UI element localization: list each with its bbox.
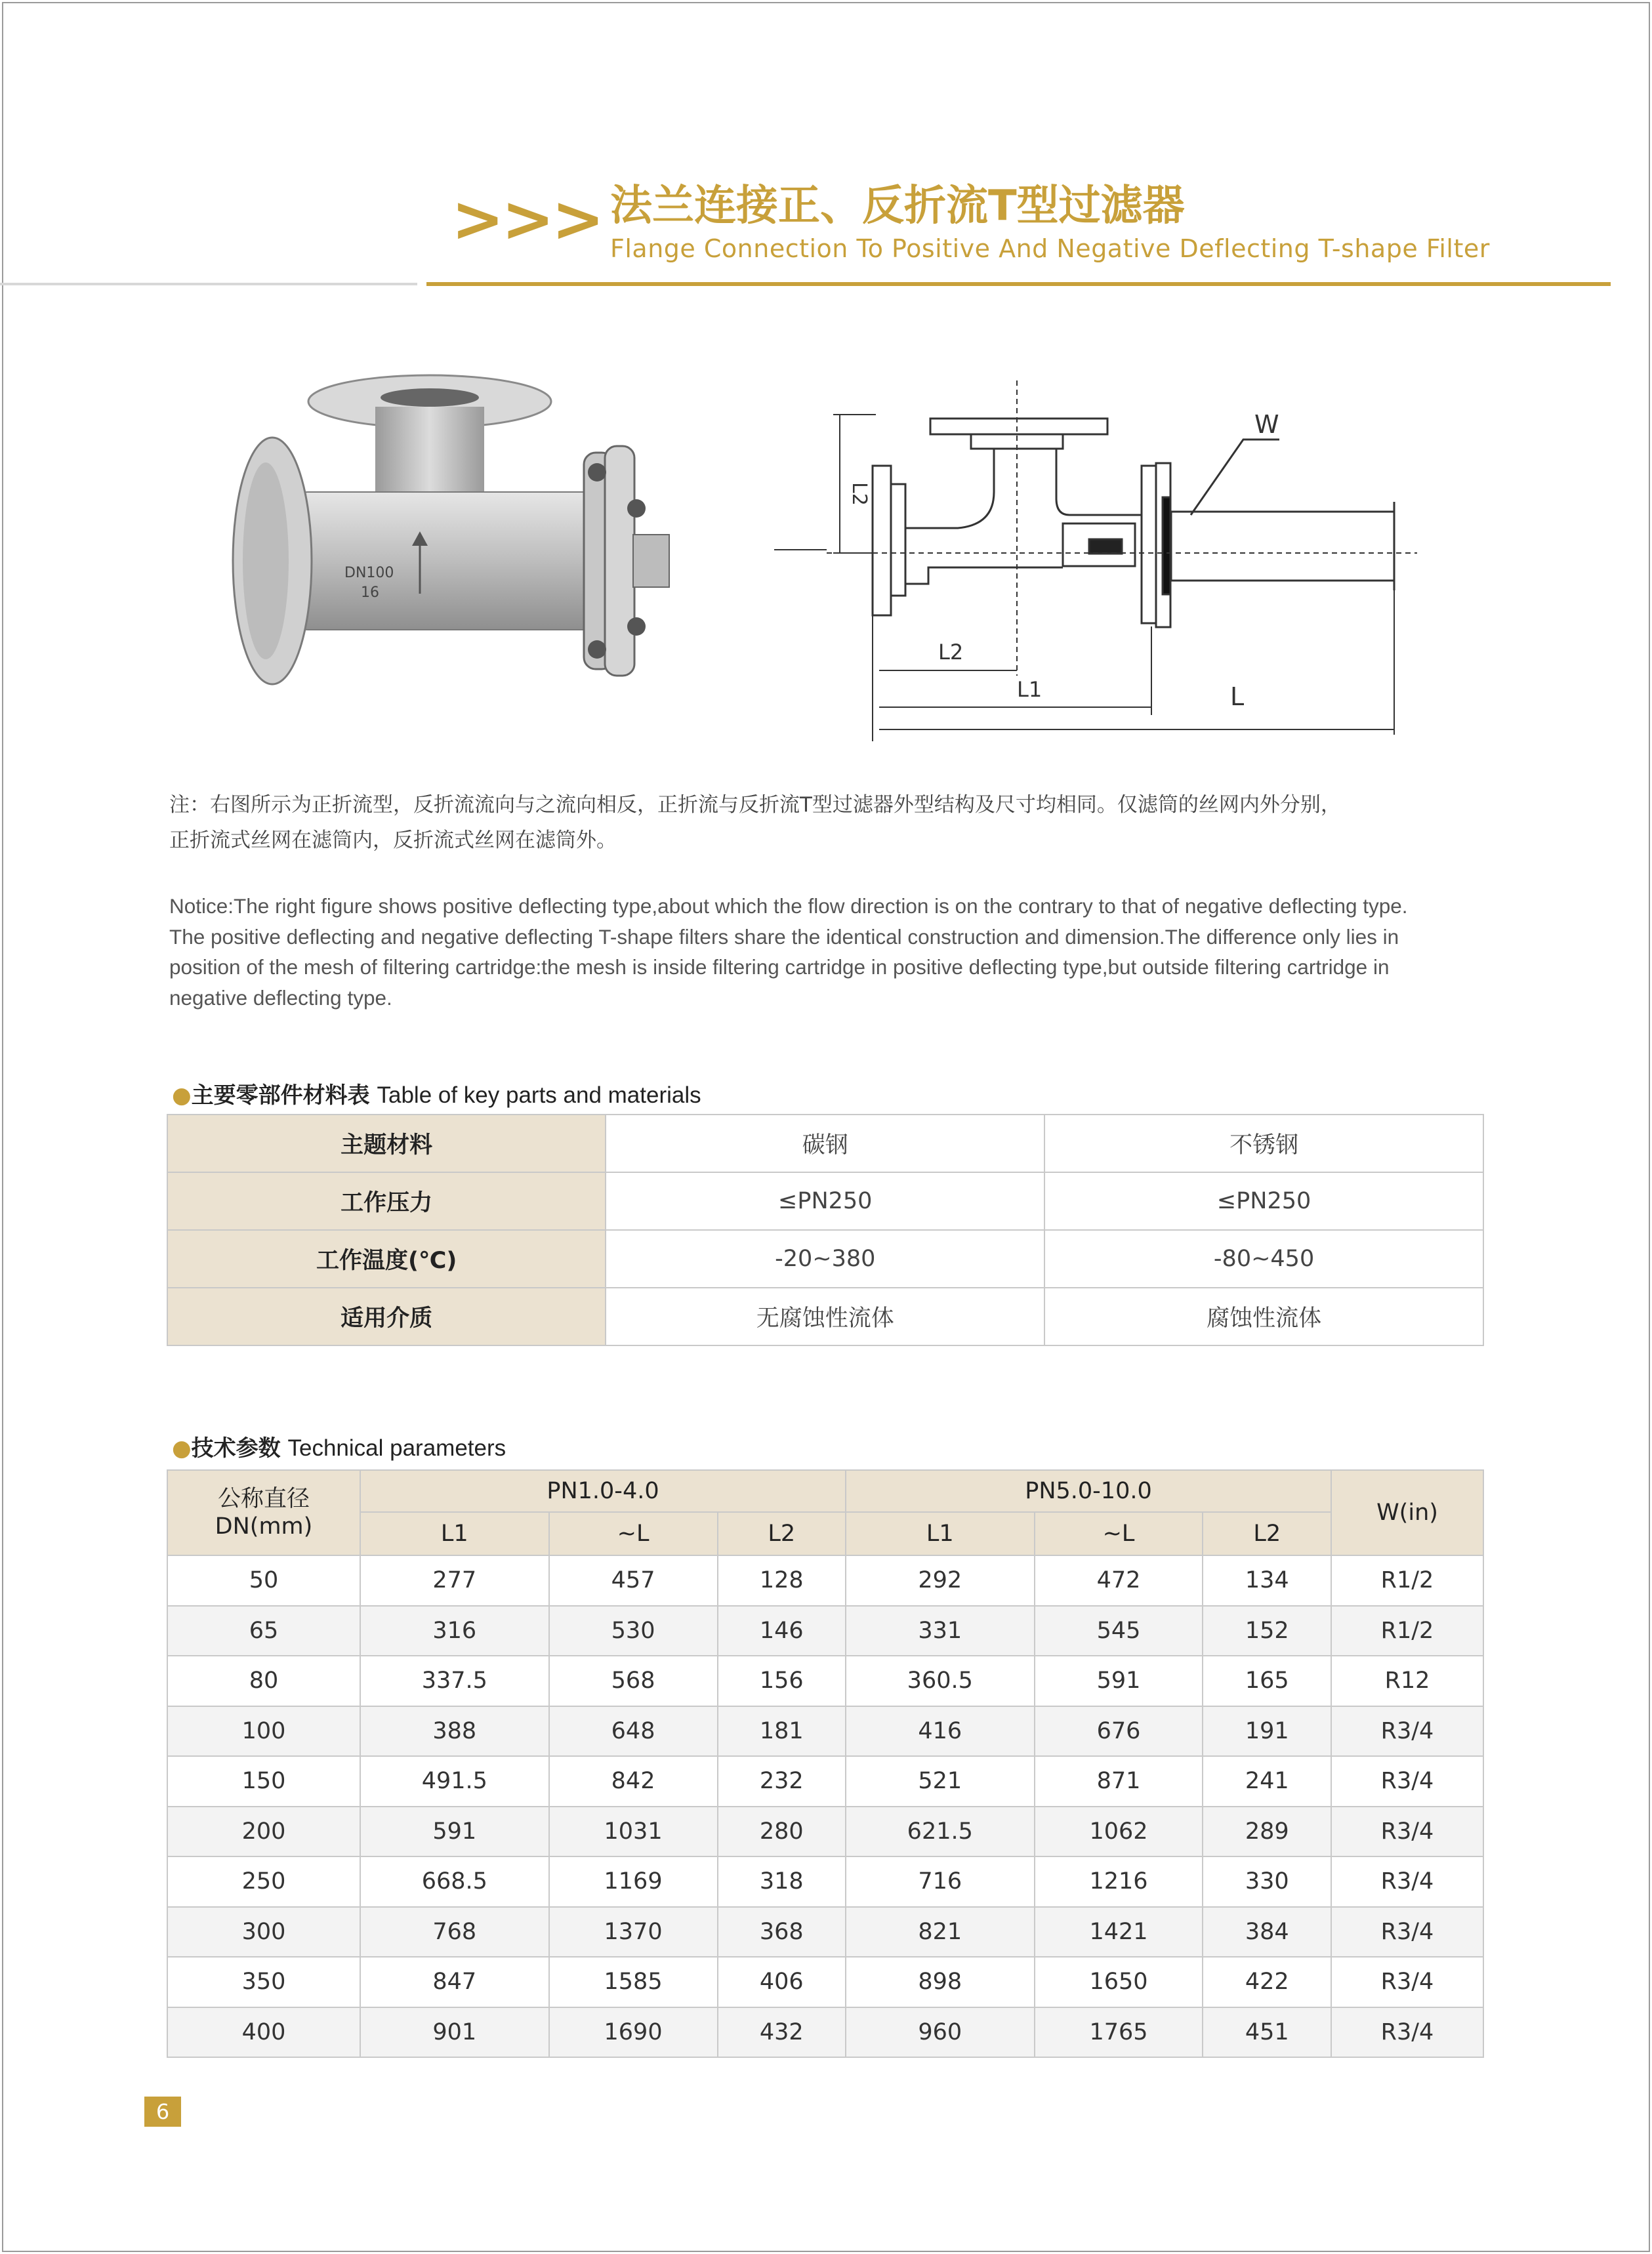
technical-title-en: Technical parameters [287, 1435, 506, 1461]
technical-table [167, 1469, 1484, 2058]
table-cell: 472 [1035, 1555, 1203, 1606]
table-cell: 181 [718, 1706, 846, 1757]
note-cn-line: 正折流式丝网在滤筒内，反折流式丝网在滤筒外。 [169, 829, 617, 852]
materials-row [167, 1172, 1483, 1230]
table-cell: 960 [846, 2007, 1035, 2058]
header-w: W(in) [1331, 1470, 1483, 1555]
materials-label-cell: 适用介质 [167, 1288, 606, 1345]
header-rule-gray [0, 283, 417, 285]
schematic-label-l: L [1230, 682, 1245, 711]
table-cell: 1650 [1035, 1957, 1203, 2007]
table-cell: 591 [1035, 1656, 1203, 1706]
header-dn [167, 1470, 360, 1555]
note-cn-line: 注：右图所示为正折流型，反折流流向与之流向相反，正折流与反折流T型过滤器外型结构及尺寸均相同。仅滤筒的丝网内外分别， [169, 793, 1341, 817]
table-row [167, 1555, 1483, 1606]
table-cell: 100 [167, 1706, 360, 1757]
materials-carbon-cell: -20~380 [606, 1230, 1044, 1288]
materials-row [167, 1288, 1483, 1345]
table-row [167, 1656, 1483, 1706]
table-cell: 648 [549, 1706, 718, 1757]
table-cell: 1031 [549, 1807, 718, 1857]
table-row [167, 1957, 1483, 2007]
header-l2: L2 [1203, 1512, 1331, 1555]
note-en-line: The positive deflecting and negative deflecting T-shape filters share the identical construction and dimension.The difference only lies in [169, 924, 1399, 949]
technical-title-cn: 技术参数 [191, 1435, 281, 1462]
table-cell: 277 [360, 1555, 549, 1606]
table-cell: 280 [718, 1807, 846, 1857]
table-row [167, 1856, 1483, 1907]
header-pn-group-1: PN1.0-4.0 [360, 1470, 846, 1512]
note-chinese [169, 787, 1514, 858]
header-dn-en: DN(mm) [215, 1513, 313, 1540]
table-cell: R12 [1331, 1656, 1483, 1706]
table-cell: R1/2 [1331, 1555, 1483, 1606]
note-en-line: Notice:The right figure shows positive deflecting type,about which the flow direction is on the contrary to that of negative deflecting type. [169, 894, 1408, 918]
table-cell: R3/4 [1331, 1756, 1483, 1807]
table-cell: 422 [1203, 1957, 1331, 2007]
materials-label-cell: 工作压力 [167, 1172, 606, 1230]
table-cell: R3/4 [1331, 1807, 1483, 1857]
materials-title-cn: 主要零部件材料表 [191, 1082, 370, 1109]
table-cell: 871 [1035, 1756, 1203, 1807]
table-row [167, 1706, 1483, 1757]
table-cell: 384 [1203, 1907, 1331, 1957]
page-title-en: Flange Connection To Positive And Negative Deflecting T-shape Filter [610, 234, 1490, 263]
table-cell: 65 [167, 1606, 360, 1656]
table-cell: R3/4 [1331, 2007, 1483, 2058]
header-l: ~L [549, 1512, 718, 1555]
schematic-label-l1: L1 [1017, 677, 1043, 702]
table-cell: R1/2 [1331, 1606, 1483, 1656]
header-l2: L2 [718, 1512, 846, 1555]
table-cell: 768 [360, 1907, 549, 1957]
photo-label-pn: 16 [361, 584, 379, 601]
materials-title-en: Table of key parts and materials [377, 1082, 701, 1108]
table-cell: 400 [167, 2007, 360, 2058]
note-en-line: position of the mesh of filtering cartridge:the mesh is inside filtering cartridge in positive deflecting type,but outside filtering cartridge in [169, 955, 1390, 979]
table-cell: 591 [360, 1807, 549, 1857]
table-cell: 668.5 [360, 1856, 549, 1907]
table-cell: 545 [1035, 1606, 1203, 1656]
table-cell: 232 [718, 1756, 846, 1807]
table-cell: 842 [549, 1756, 718, 1807]
table-cell: 1216 [1035, 1856, 1203, 1907]
table-cell: 80 [167, 1656, 360, 1706]
table-cell: 568 [549, 1656, 718, 1706]
materials-carbon-cell: ≤PN250 [606, 1172, 1044, 1230]
table-cell: 331 [846, 1606, 1035, 1656]
table-row [167, 1807, 1483, 1857]
header-dn-cn: 公称直径 [217, 1486, 310, 1512]
materials-carbon-cell: 无腐蚀性流体 [606, 1288, 1044, 1345]
table-cell: 716 [846, 1856, 1035, 1907]
table-cell: 847 [360, 1957, 549, 2007]
table-cell: R3/4 [1331, 1907, 1483, 1957]
table-cell: 1690 [549, 2007, 718, 2058]
table-cell: 350 [167, 1957, 360, 2007]
table-row [167, 2007, 1483, 2058]
table-cell: 432 [718, 2007, 846, 2058]
header-pn-group-2: PN5.0-10.0 [846, 1470, 1331, 1512]
materials-label-cell: 工作温度(℃) [167, 1230, 606, 1288]
schematic-label-l2: L2 [938, 640, 964, 665]
table-cell: 388 [360, 1706, 549, 1757]
filter-photo [203, 367, 728, 722]
table-cell: 50 [167, 1555, 360, 1606]
table-cell: 621.5 [846, 1807, 1035, 1857]
technical-section-title [172, 1437, 506, 1460]
table-cell: 134 [1203, 1555, 1331, 1606]
page-title-cn: 法兰连接正、反折流T型过滤器 [610, 182, 1185, 230]
materials-row [167, 1115, 1483, 1172]
table-cell: 1370 [549, 1907, 718, 1957]
table-row [167, 1756, 1483, 1807]
table-cell: 676 [1035, 1706, 1203, 1757]
page-number: 6 [144, 2097, 181, 2127]
table-cell: 1421 [1035, 1907, 1203, 1957]
table-cell: 898 [846, 1957, 1035, 2007]
table-cell: 1585 [549, 1957, 718, 2007]
header-arrows: >>> [451, 182, 602, 256]
table-cell: 821 [846, 1907, 1035, 1957]
table-cell: R3/4 [1331, 1856, 1483, 1907]
table-cell: 901 [360, 2007, 549, 2058]
photo-label-dn: DN100 [344, 565, 394, 581]
header-rule-gold [426, 282, 1611, 286]
table-cell: R3/4 [1331, 1957, 1483, 2007]
filter-schematic [761, 367, 1417, 748]
note-en-line: negative deflecting type. [169, 985, 392, 1010]
table-cell: 292 [846, 1555, 1035, 1606]
table-cell: 457 [549, 1555, 718, 1606]
table-cell: 406 [718, 1957, 846, 2007]
header-l1: L1 [360, 1512, 549, 1555]
table-cell: 316 [360, 1606, 549, 1656]
bullet-icon: ● [172, 1082, 192, 1109]
table-cell: 491.5 [360, 1756, 549, 1807]
table-cell: 241 [1203, 1756, 1331, 1807]
table-cell: 1169 [549, 1856, 718, 1907]
table-cell: 530 [549, 1606, 718, 1656]
table-cell: 191 [1203, 1706, 1331, 1757]
table-cell: 289 [1203, 1807, 1331, 1857]
table-cell: R3/4 [1331, 1706, 1483, 1757]
table-cell: 300 [167, 1907, 360, 1957]
header-l1: L1 [846, 1512, 1035, 1555]
table-cell: 337.5 [360, 1656, 549, 1706]
note-english [169, 891, 1514, 1013]
table-row [167, 1606, 1483, 1656]
table-cell: 200 [167, 1807, 360, 1857]
table-cell: 330 [1203, 1856, 1331, 1907]
table-cell: 250 [167, 1856, 360, 1907]
bullet-icon: ● [172, 1435, 192, 1462]
materials-section-title [172, 1084, 701, 1107]
materials-stainless-cell: ≤PN250 [1044, 1172, 1483, 1230]
schematic-label-l2-vertical: L2 [848, 482, 871, 506]
table-cell: 451 [1203, 2007, 1331, 2058]
table-row [167, 1907, 1483, 1957]
table-cell: 360.5 [846, 1656, 1035, 1706]
table-cell: 128 [718, 1555, 846, 1606]
materials-table [167, 1114, 1484, 1346]
header-l: ~L [1035, 1512, 1203, 1555]
materials-stainless-cell: -80~450 [1044, 1230, 1483, 1288]
table-cell: 152 [1203, 1606, 1331, 1656]
schematic-label-w: W [1254, 410, 1279, 439]
materials-label-cell: 主题材料 [167, 1115, 606, 1172]
table-cell: 156 [718, 1656, 846, 1706]
table-cell: 318 [718, 1856, 846, 1907]
table-cell: 416 [846, 1706, 1035, 1757]
table-cell: 1062 [1035, 1807, 1203, 1857]
table-cell: 165 [1203, 1656, 1331, 1706]
materials-row [167, 1230, 1483, 1288]
table-cell: 150 [167, 1756, 360, 1807]
materials-stainless-cell: 不锈钢 [1044, 1115, 1483, 1172]
table-cell: 1765 [1035, 2007, 1203, 2058]
table-cell: 521 [846, 1756, 1035, 1807]
materials-carbon-cell: 碳钢 [606, 1115, 1044, 1172]
materials-stainless-cell: 腐蚀性流体 [1044, 1288, 1483, 1345]
table-cell: 146 [718, 1606, 846, 1656]
table-cell: 368 [718, 1907, 846, 1957]
